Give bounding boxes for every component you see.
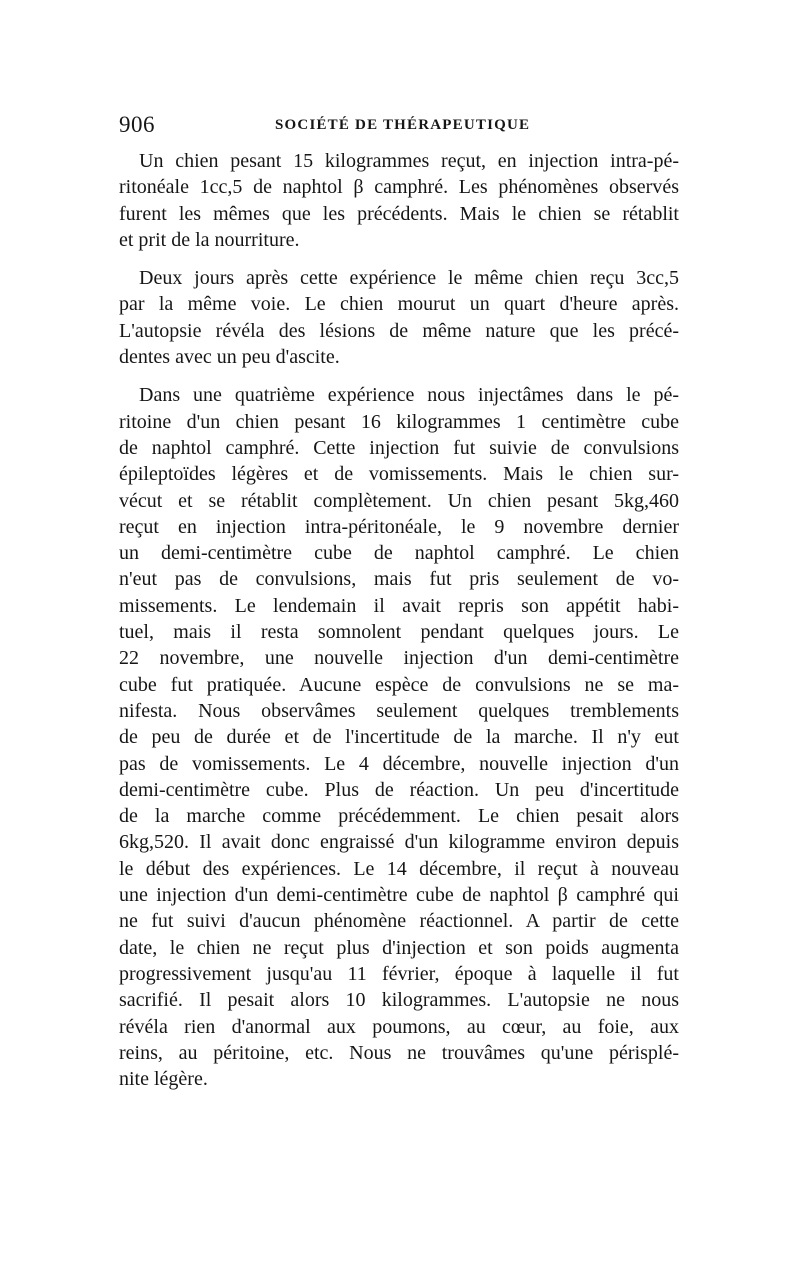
- text-line: révéla rien d'anormal aux poumons, au cœur, au foie, aux: [119, 1015, 679, 1038]
- text-line: par la même voie. Le chien mourut un quart d'heure après.: [119, 293, 679, 316]
- text-line: tuel, mais il resta somnolent pendant quelques jours. Le: [119, 621, 679, 644]
- text-line: une injection d'un demi-centimètre cube de naphtol β camphré qui: [119, 884, 679, 907]
- body-text: [119, 148, 679, 1104]
- paragraph-2: [119, 265, 679, 370]
- text-line: le début des expériences. Le 14 décembre, il reçut à nouveau: [119, 857, 679, 880]
- text-line: progressivement jusqu'au 11 février, époque à laquelle il fut: [119, 962, 679, 985]
- text-line: un demi-centimètre cube de naphtol camphré. Le chien: [119, 542, 679, 565]
- running-title: SOCIÉTÉ DE THÉRAPEUTIQUE: [275, 117, 531, 133]
- text-line: ne fut suivi d'aucun phénomène réactionnel. A partir de cette: [119, 910, 679, 933]
- text-line: dentes avec un peu d'ascite.: [119, 346, 340, 369]
- text-line: missements. Le lendemain il avait repris son appétit habi-: [119, 594, 679, 617]
- text-line: sacrifié. Il pesait alors 10 kilogrammes. L'autopsie ne nous: [119, 989, 679, 1012]
- running-header: [119, 112, 679, 140]
- page-number: 906: [119, 112, 155, 137]
- text-line: nite légère.: [119, 1068, 208, 1091]
- text-line: pas de vomissements. Le 4 décembre, nouvelle injection d'un: [119, 752, 679, 775]
- text-line: demi-centimètre cube. Plus de réaction. Un peu d'incertitude: [119, 778, 679, 801]
- paragraph-3: [119, 382, 679, 1092]
- text-line: vécut et se rétablit complètement. Un chien pesant 5kg,460: [119, 489, 679, 512]
- text-line: Dans une quatrième expérience nous injectâmes dans le pé-: [139, 384, 679, 407]
- text-line: de peu de durée et de l'incertitude de la marche. Il n'y eut: [119, 726, 679, 749]
- text-line: n'eut pas de convulsions, mais fut pris seulement de vo-: [119, 568, 679, 591]
- text-line: Un chien pesant 15 kilogrammes reçut, en injection intra-pé-: [139, 150, 679, 172]
- text-line: 22 novembre, une nouvelle injection d'un demi-centimètre: [119, 647, 679, 670]
- text-line: furent les mêmes que les précédents. Mais le chien se rétablit: [119, 202, 679, 225]
- paragraph-1: [119, 148, 679, 253]
- text-line: cube fut pratiquée. Aucune espèce de convulsions ne se ma-: [119, 673, 679, 696]
- text-line: reins, au péritoine, etc. Nous ne trouvâmes qu'une périsplé-: [119, 1041, 679, 1064]
- text-line: date, le chien ne reçut plus d'injection et son poids augmenta: [119, 936, 679, 959]
- text-line: ritonéale 1cc,5 de naphtol β camphré. Les phénomènes observés: [119, 176, 679, 199]
- text-line: Deux jours après cette expérience le même chien reçu 3cc,5: [139, 267, 679, 290]
- text-line: de naphtol camphré. Cette injection fut suivie de convulsions: [119, 436, 679, 459]
- text-line: de la marche comme précédemment. Le chien pesait alors: [119, 805, 679, 828]
- text-line: 6kg,520. Il avait donc engraissé d'un kilogramme environ depuis: [119, 831, 679, 854]
- text-line: épileptoïdes légères et de vomissements. Mais le chien sur-: [119, 463, 679, 486]
- text-line: ritoine d'un chien pesant 16 kilogrammes 1 centimètre cube: [119, 410, 679, 433]
- text-line: nifesta. Nous observâmes seulement quelques tremblements: [119, 699, 679, 722]
- text-line: reçut en injection intra-péritonéale, le 9 novembre dernier: [119, 515, 679, 538]
- text-line: L'autopsie révéla des lésions de même nature que les précé-: [119, 319, 679, 342]
- text-line: et prit de la nourriture.: [119, 228, 300, 251]
